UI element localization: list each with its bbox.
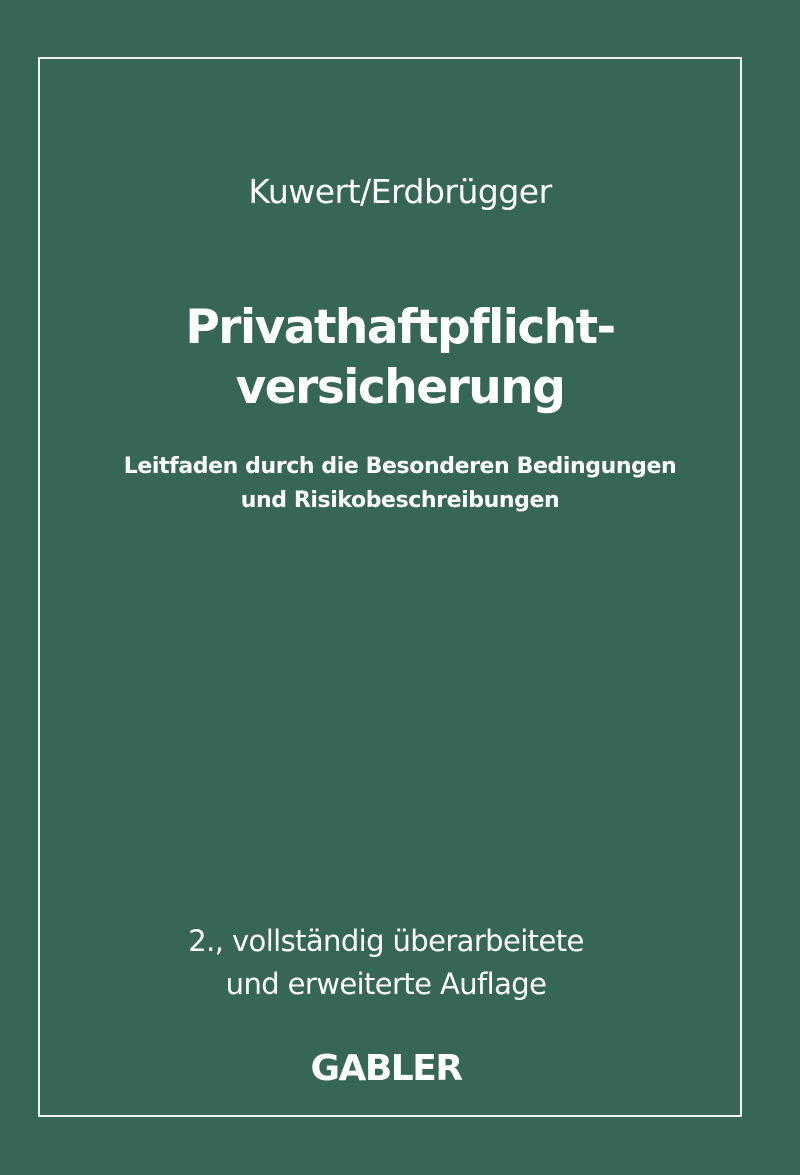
cover-authors: Kuwert/Erdbrügger xyxy=(248,172,552,211)
cover-subtitle xyxy=(0,450,800,518)
cover-subtitle-line: und Risikobeschreibungen xyxy=(240,488,560,513)
cover-edition-line: und erweiterte Auflage xyxy=(225,967,547,1001)
cover-edition xyxy=(0,920,772,1006)
cover-title xyxy=(0,298,800,418)
cover-subtitle-line: Leitfaden durch die Besonderen Bedingungen xyxy=(123,454,677,479)
cover-title-line: versicherung xyxy=(235,360,565,415)
cover-title-line: Privathaftpflicht- xyxy=(185,300,615,355)
cover-edition-line: 2., vollständig überarbeitete xyxy=(188,924,584,958)
publisher-logo: GABLER xyxy=(310,1048,462,1089)
